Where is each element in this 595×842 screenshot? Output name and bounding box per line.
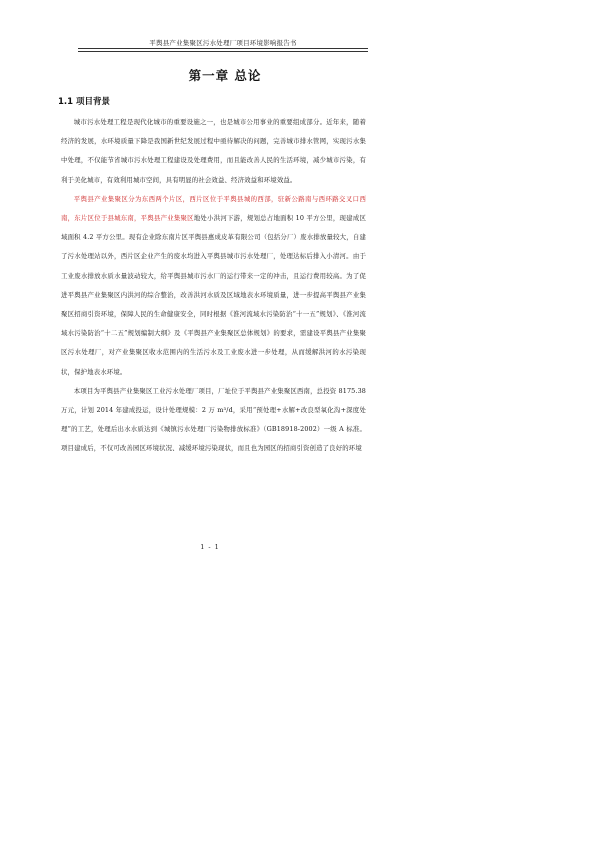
header-rule — [78, 48, 368, 52]
paragraph-project: 本项目为平舆县产业集聚区工业污水处理厂项目，厂址位于平舆县产业集聚区西南，总投资 8175.38 万元，计划 2014 年建成投运，设计处理规模：2 万 m³/d，采用“预处理+水解+改良型氧化沟+深度处理”的工艺，处理后出水水质达到《城镇污水处理厂污染物排放标准》（GB18918-2002）一级 A 标准。项目建成后，不仅可改善园区环境状况、减缓环境污染现状，而且也为园区的招商引资创造了良好的环境 — [61, 386, 366, 453]
paragraph-intro: 城市污水处理工程是现代化城市的重要设施之一，也是城市公用事业的重要组成部分。近年来，随着经济的发展，水环境质量下降是我国新世纪发展过程中亟待解决的问题，完善城市排水管网，实现污水集中处理，不仅能节省城市污水处理工程建设及处理费用，而且能改善人民的生活环境，减少城市污染，有利于美化城市，有效利用城市空间，具有明显的社会效益、经济效益和环境效益。 — [61, 118, 366, 184]
chapter-title: 第一章 总论 — [188, 68, 262, 83]
paragraph-text: 地处小洪河下游，规划总占地面积 10 平方公里，现建成区域面积 4.2 平方公里。现有企业除东南片区平舆县惠成皮革有限公司（包括分厂）废水排放量较大，自建了污水处理站以外，西片区企业产生的废水均进入平舆县城市污水处理厂，处理达标后排入小清河。由于工业废水排放水质水量波动较大，给平舆县城市污水厂的运行带来一定的冲击，且运行费用较高。为了促进平舆县产业集聚区内洪河的综合整治，改善洪河水质及区域地表水环境质量，进一步提高平舆县产业集聚区招商引资环境，保障人民的生命健康安全，同时根据《淮河流域水污染防治“十一五”规划》、《淮河流域水污染防治“十二五”规划编制大纲》及《平舆县产业集聚区总体规划》的要求，需建设平舆县产业集聚区污水处理厂，对产业集聚区收水范围内的生活污水及工业废水进一步处理，从而缓解洪河的水污染现状，保护地表水环境。 — [61, 214, 366, 376]
paragraph-background — [61, 190, 366, 382]
running-header: 平舆县产业集聚区污水处理厂项目环境影响报告书 — [149, 39, 297, 47]
section-heading: 1.1 项目背景 — [58, 97, 111, 107]
page-number: 1 - 1 — [200, 543, 220, 551]
highlighted-text: 平舆县产业集聚区分为东西两个片区，西片区位于平舆县城的西部，驻新公路南与西环路交叉口西南，东片区位于县城东南，平舆县产业集聚区 — [61, 194, 366, 223]
body-text — [61, 113, 366, 459]
